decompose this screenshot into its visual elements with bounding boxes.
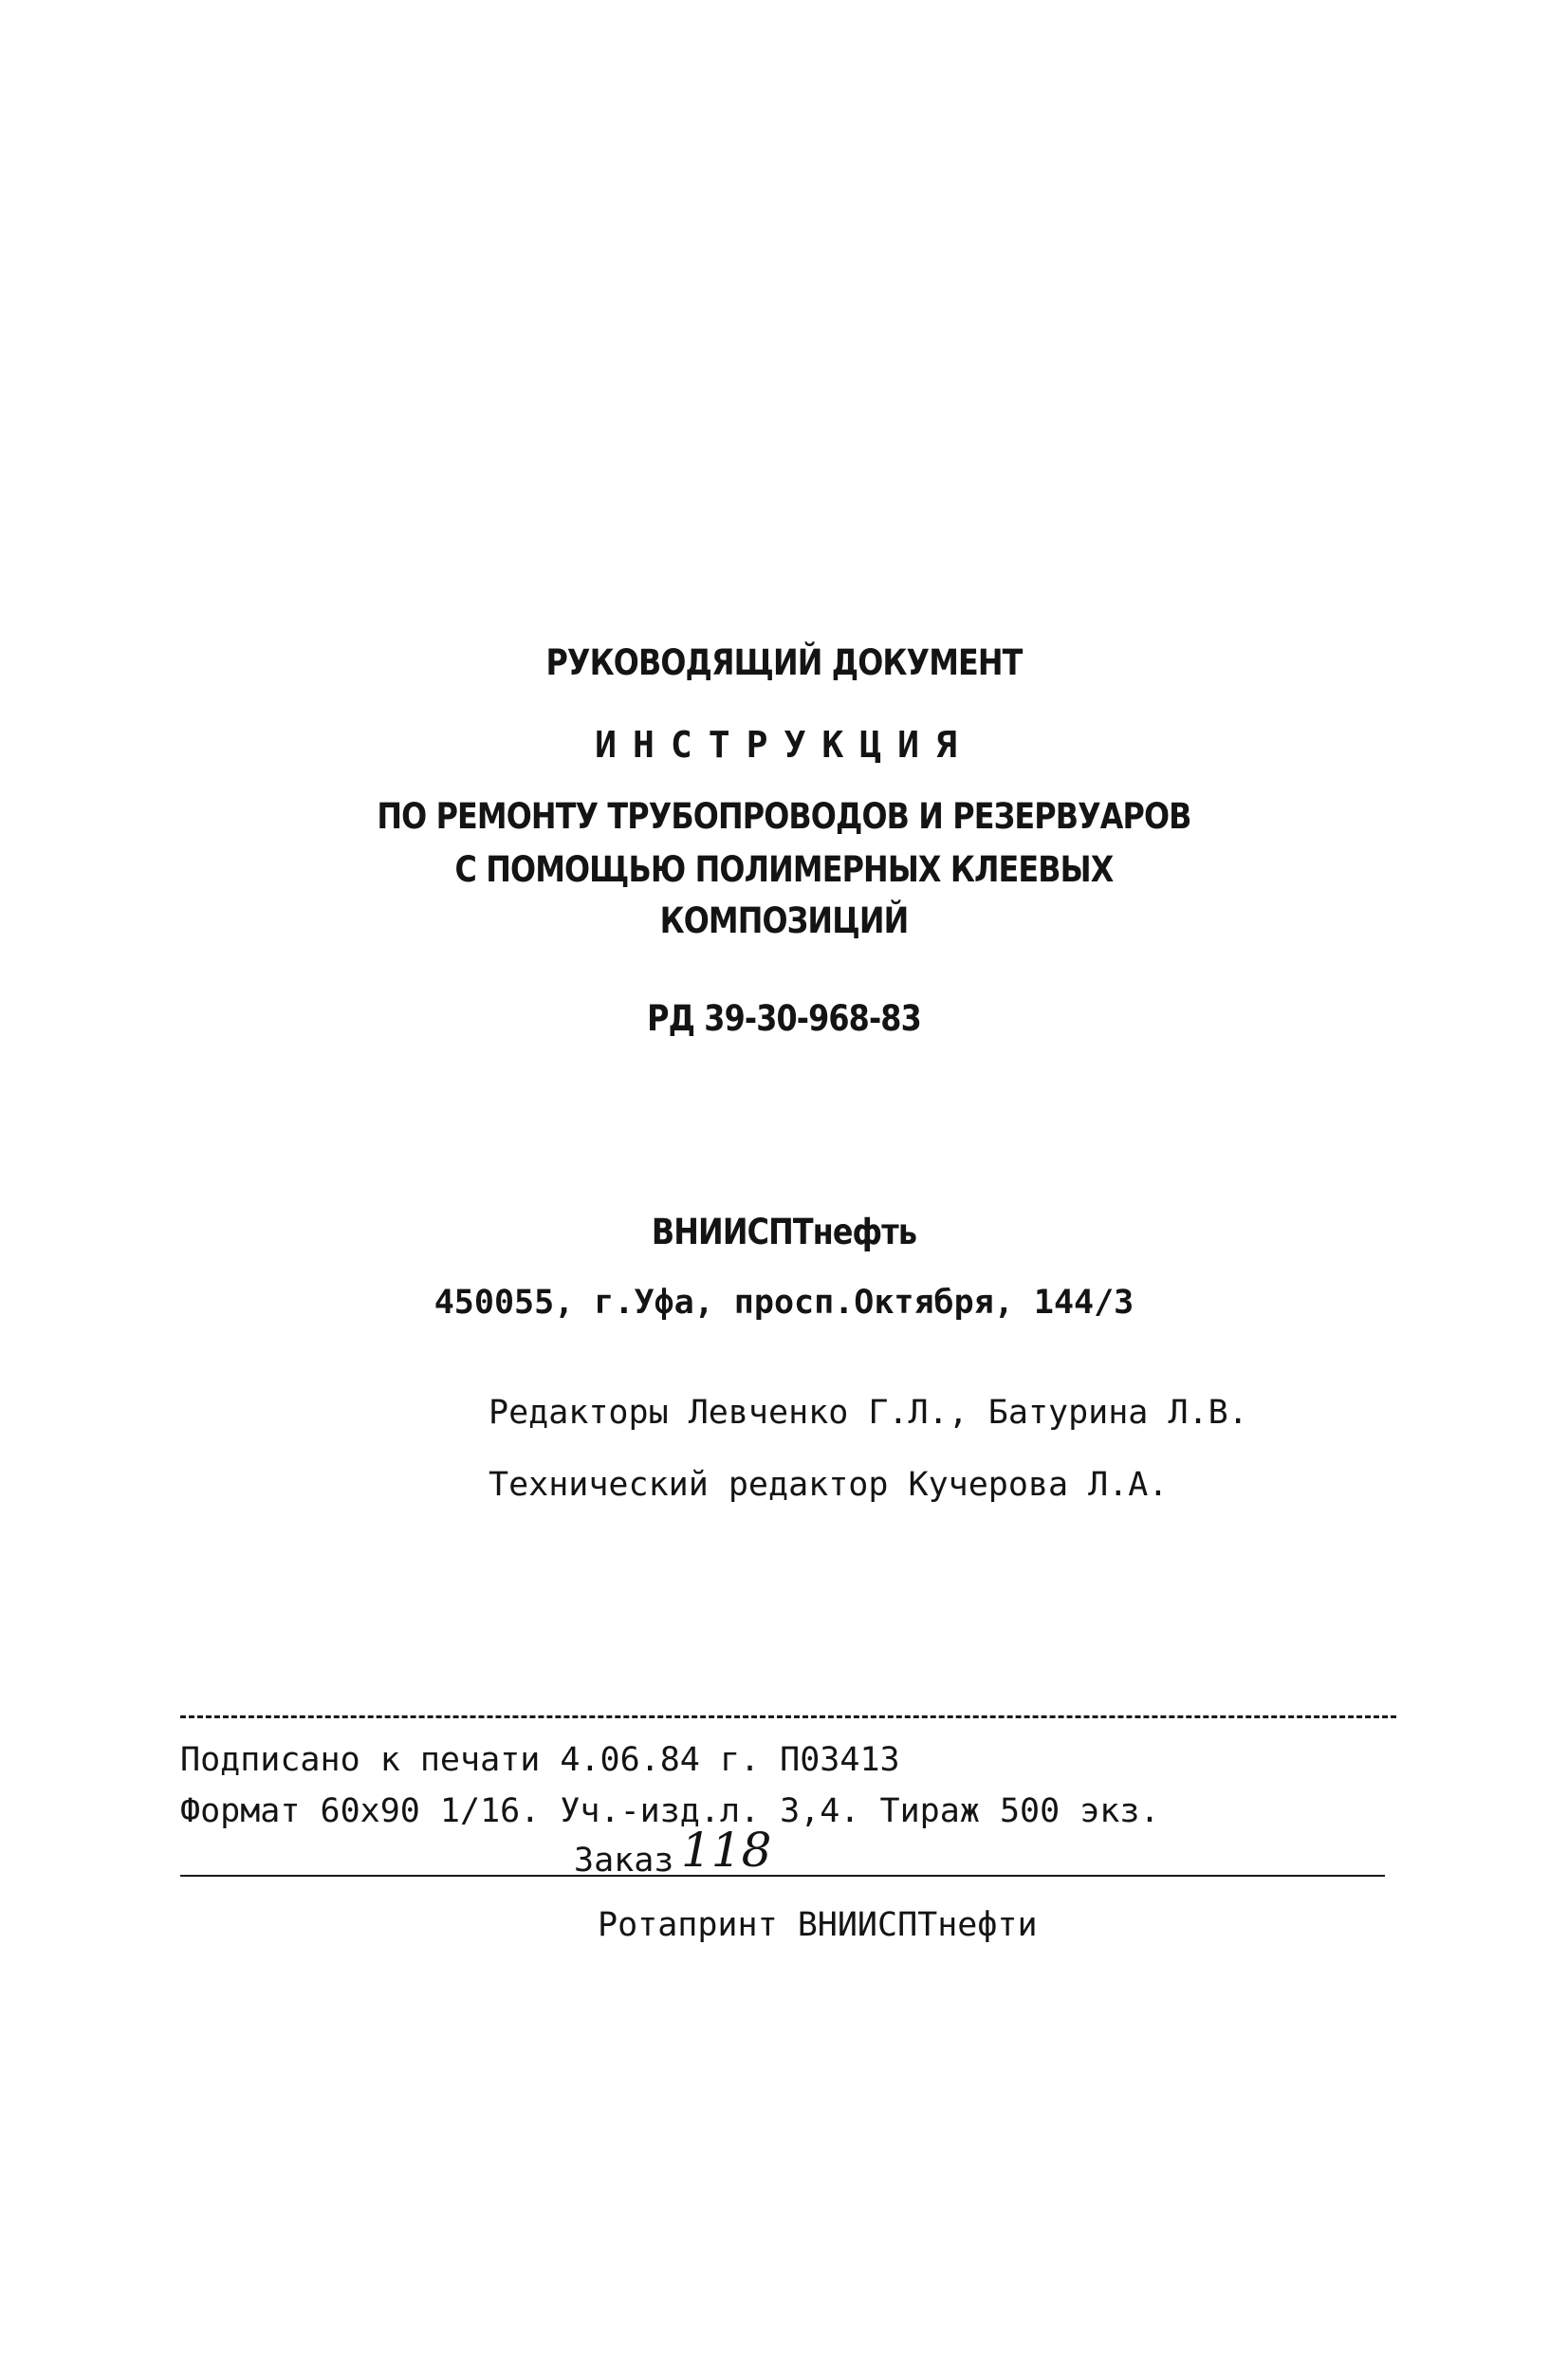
title-line-2: С ПОМОЩЬЮ ПОЛИМЕРНЫХ КЛЕЕВЫХ (454, 849, 1114, 890)
order-number: 118 (681, 1823, 772, 1878)
bottom-imprint-divider (180, 1875, 1385, 1877)
publisher-address: 450055, г.Уфа, просп.Октября, 144/3 (434, 1284, 1134, 1322)
order-label: Заказ (574, 1842, 674, 1880)
title-line-3: КОМПОЗИЦИЙ (659, 900, 909, 941)
doc-type-heading: РУКОВОДЯЩИЙ ДОКУМЕНТ (545, 642, 1023, 683)
signed-for-print-line: Подписано к печати 4.06.84 г. П03413 (180, 1741, 900, 1779)
printer-line: Ротапринт ВНИИСПТнефти (598, 1906, 1038, 1944)
publisher-organization: ВНИИСПТнефть (651, 1212, 917, 1252)
doc-kind-heading: ИНСТРУКЦИЯ (595, 724, 973, 766)
format-line: Формат 60х90 1/16. Уч.-изд.л. 3,4. Тираж 500 экз. (180, 1792, 1160, 1830)
editors-line: Редакторы Левченко Г.Л., Батурина Л.В. (489, 1394, 1248, 1432)
title-line-1: ПО РЕМОНТУ ТРУБОПРОВОДОВ И РЕЗЕРВУАРОВ (377, 796, 1191, 837)
document-designation: РД 39-30-968-83 (647, 998, 921, 1039)
top-imprint-divider (180, 1715, 1396, 1718)
technical-editor-line: Технический редактор Кучерова Л.А. (489, 1466, 1169, 1504)
